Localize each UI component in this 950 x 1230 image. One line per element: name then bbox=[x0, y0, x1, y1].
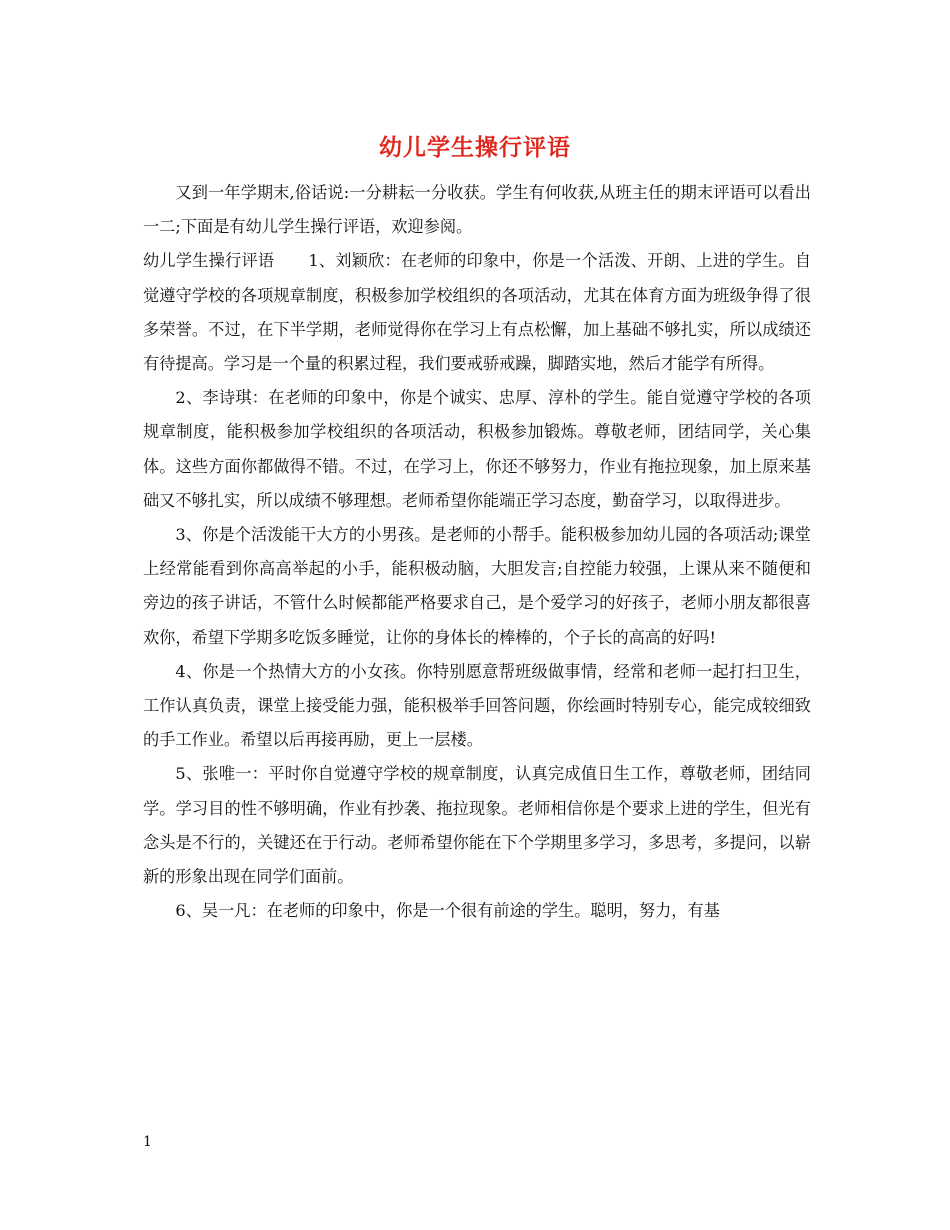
comment-3-paragraph: 3、你是个活泼能干大方的小男孩。是老师的小帮手。能积极参加幼儿园的各项活动;课堂上经常能看到你高高举起的小手，能积极动脑，大胆发言;自控能力较强，上课从来不随便和旁边的孩子讲话，不管什么时候都能严格要求自己，是个爱学习的好孩子，老师小朋友都很喜欢你，希望下学期多吃饭多睡觉，让你的身体长的棒棒的，个子长的高高的好吗! bbox=[143, 525, 811, 647]
comment-6-paragraph: 6、吴一凡：在老师的印象中，你是一个很有前途的学生。聪明，努力，有基 bbox=[175, 901, 720, 921]
document-body bbox=[143, 176, 811, 928]
intro-paragraph: 又到一年学期末,俗话说:一分耕耘一分收获。学生有何收获,从班主任的期末评语可以看出一二;下面是有幼儿学生操行评语，欢迎参阅。 bbox=[143, 183, 811, 237]
comment-5-paragraph: 5、张唯一：平时你自觉遵守学校的规章制度，认真完成值日生工作，尊敬老师，团结同学。学习目的性不够明确，作业有抄袭、拖拉现象。老师相信你是个要求上进的学生，但光有念头是不行的，关键还在于行动。老师希望你能在下个学期里多学习，多思考，多提问，以崭新的形象出现在同学们面前。 bbox=[143, 764, 811, 887]
page-number: 1 bbox=[143, 1134, 152, 1150]
section-label: 幼儿学生操行评语 bbox=[143, 251, 275, 271]
first-comment-paragraph bbox=[143, 244, 811, 381]
page-title: 幼儿学生操行评语 bbox=[379, 134, 571, 161]
comment-1-text: 1、刘颖欣：在老师的印象中，你是一个活泼、开朗、上进的学生。自觉遵守学校的各项规章制度，积极参加学校组织的各项活动，尤其在体育方面为班级争得了很多荣誉。不过，在下半学期，老师觉得你在学习上有点松懈，加上基础不够扎实，所以成绩还有待提高。学习是一个量的积累过程，我们要戒骄戒躁，脚踏实地，然后才能学有所得。 bbox=[143, 251, 812, 374]
comment-4-paragraph: 4、你是一个热情大方的小女孩。你特别愿意帮班级做事情，经常和老师一起打扫卫生，工作认真负责，课堂上接受能力强，能积极举手回答问题，你绘画时特别专心，能完成较细致的手工作业。希望以后再接再励，更上一层楼。 bbox=[143, 661, 811, 750]
comment-2-paragraph: 2、李诗琪：在老师的印象中，你是个诚实、忠厚、淳朴的学生。能自觉遵守学校的各项规章制度，能积极参加学校组织的各项活动，积极参加锻炼。尊敬老师，团结同学，关心集体。这些方面你都做得不错。不过，在学习上，你还不够努力，作业有拖拉现象，加上原来基础又不够扎实，所以成绩不够理想。老师希望你能端正学习态度，勤奋学习，以取得进步。 bbox=[143, 388, 811, 510]
